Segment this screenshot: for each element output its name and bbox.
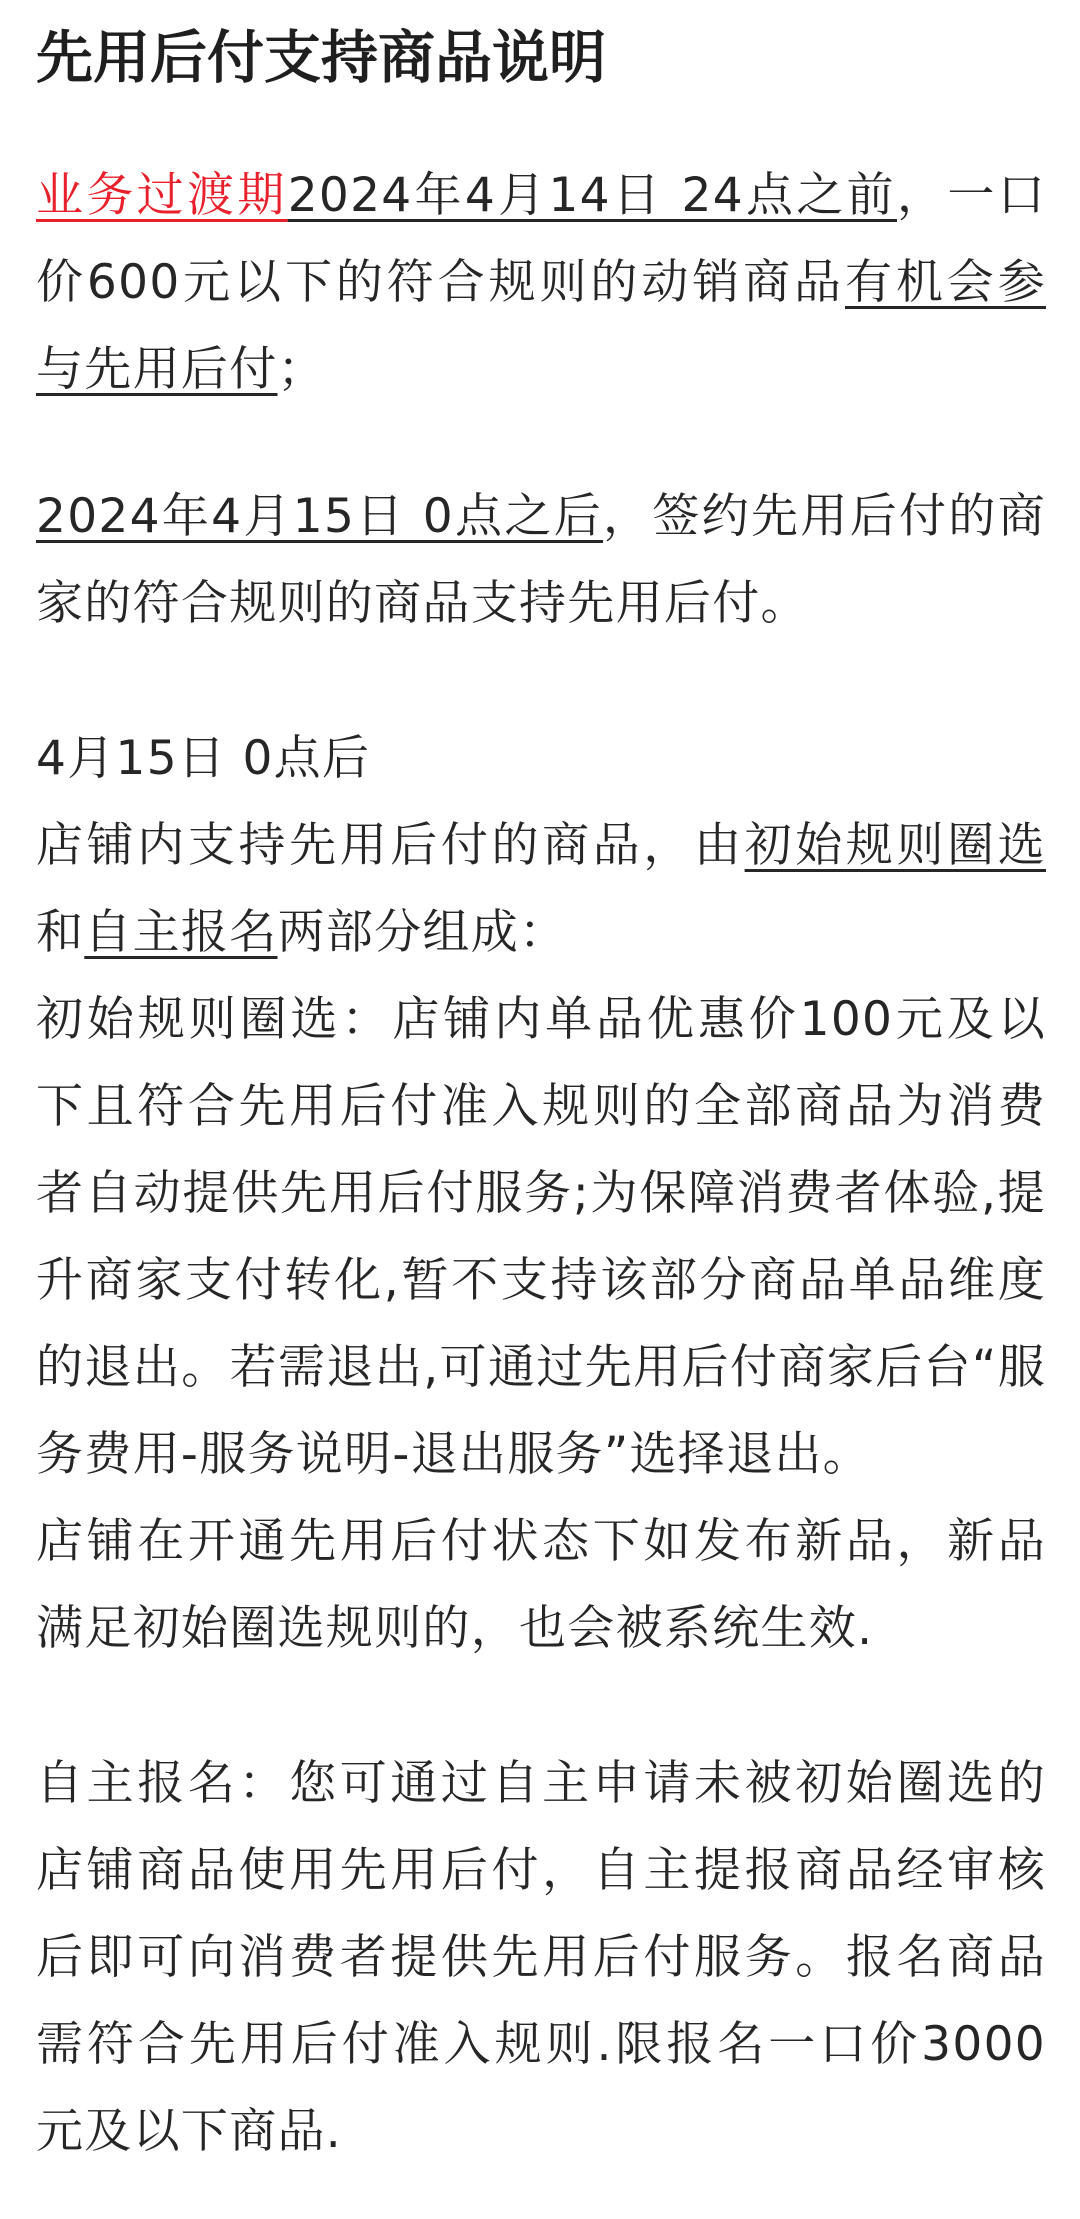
self-signup-link[interactable]: 自主报名 bbox=[84, 905, 278, 960]
after-date-paragraph bbox=[36, 473, 1046, 647]
section-heading: 4月15日 0点后 bbox=[36, 731, 371, 786]
initial-rule-paragraph: 初始规则圈选：店铺内单品优惠价100元及以下且符合先用后付准入规则的全部商品为消费者自动提供先用后付服务;为保障消费者体验,提升商家支付转化,暂不支持该部分商品单品维度的退出。若需退出,可通过先用后付商家后台“服务费用-服务说明-退出服务”选择退出。 bbox=[36, 992, 1046, 1482]
page-title: 先用后付支持商品说明 bbox=[36, 25, 606, 91]
section-intro bbox=[36, 802, 1046, 976]
transition-deadline-link[interactable]: 2024年4月14日 24点之前 bbox=[287, 168, 898, 223]
transition-period-link[interactable]: 业务过渡期 bbox=[36, 168, 288, 223]
transition-text: ，一口价600元以下的符合规则的动销商品 bbox=[36, 168, 1046, 310]
initial-selection-link[interactable]: 初始规则圈选 bbox=[744, 818, 1046, 873]
transition-end: ； bbox=[277, 342, 326, 397]
intro-end-text: 两部分组成： bbox=[277, 905, 568, 960]
transition-period-paragraph bbox=[36, 152, 1046, 413]
new-product-paragraph: 店铺在开通先用后付状态下如发布新品，新品满足初始圈选规则的，也会被系统生效. bbox=[36, 1514, 1046, 1656]
start-date-link[interactable]: 2024年4月15日 0点之后 bbox=[36, 489, 604, 544]
after-date-text: ，签约先用后付的商家的符合规则的商品支持先用后付。 bbox=[36, 489, 1046, 631]
document-page bbox=[36, 0, 1046, 2175]
self-signup-paragraph: 自主报名：您可通过自主申请未被初始圈选的店铺商品使用先用后付，自主提报商品经审核后即可向消费者提供先用后付服务。报名商品需符合先用后付准入规则.限报名一口价3000元及以下商品. bbox=[36, 1756, 1046, 2159]
rules-section bbox=[36, 715, 1046, 1672]
and-text: 和 bbox=[36, 905, 85, 960]
intro-text: 店铺内支持先用后付的商品，由 bbox=[36, 818, 745, 873]
participate-link[interactable]: 有机会参与先用后付 bbox=[36, 255, 1046, 397]
